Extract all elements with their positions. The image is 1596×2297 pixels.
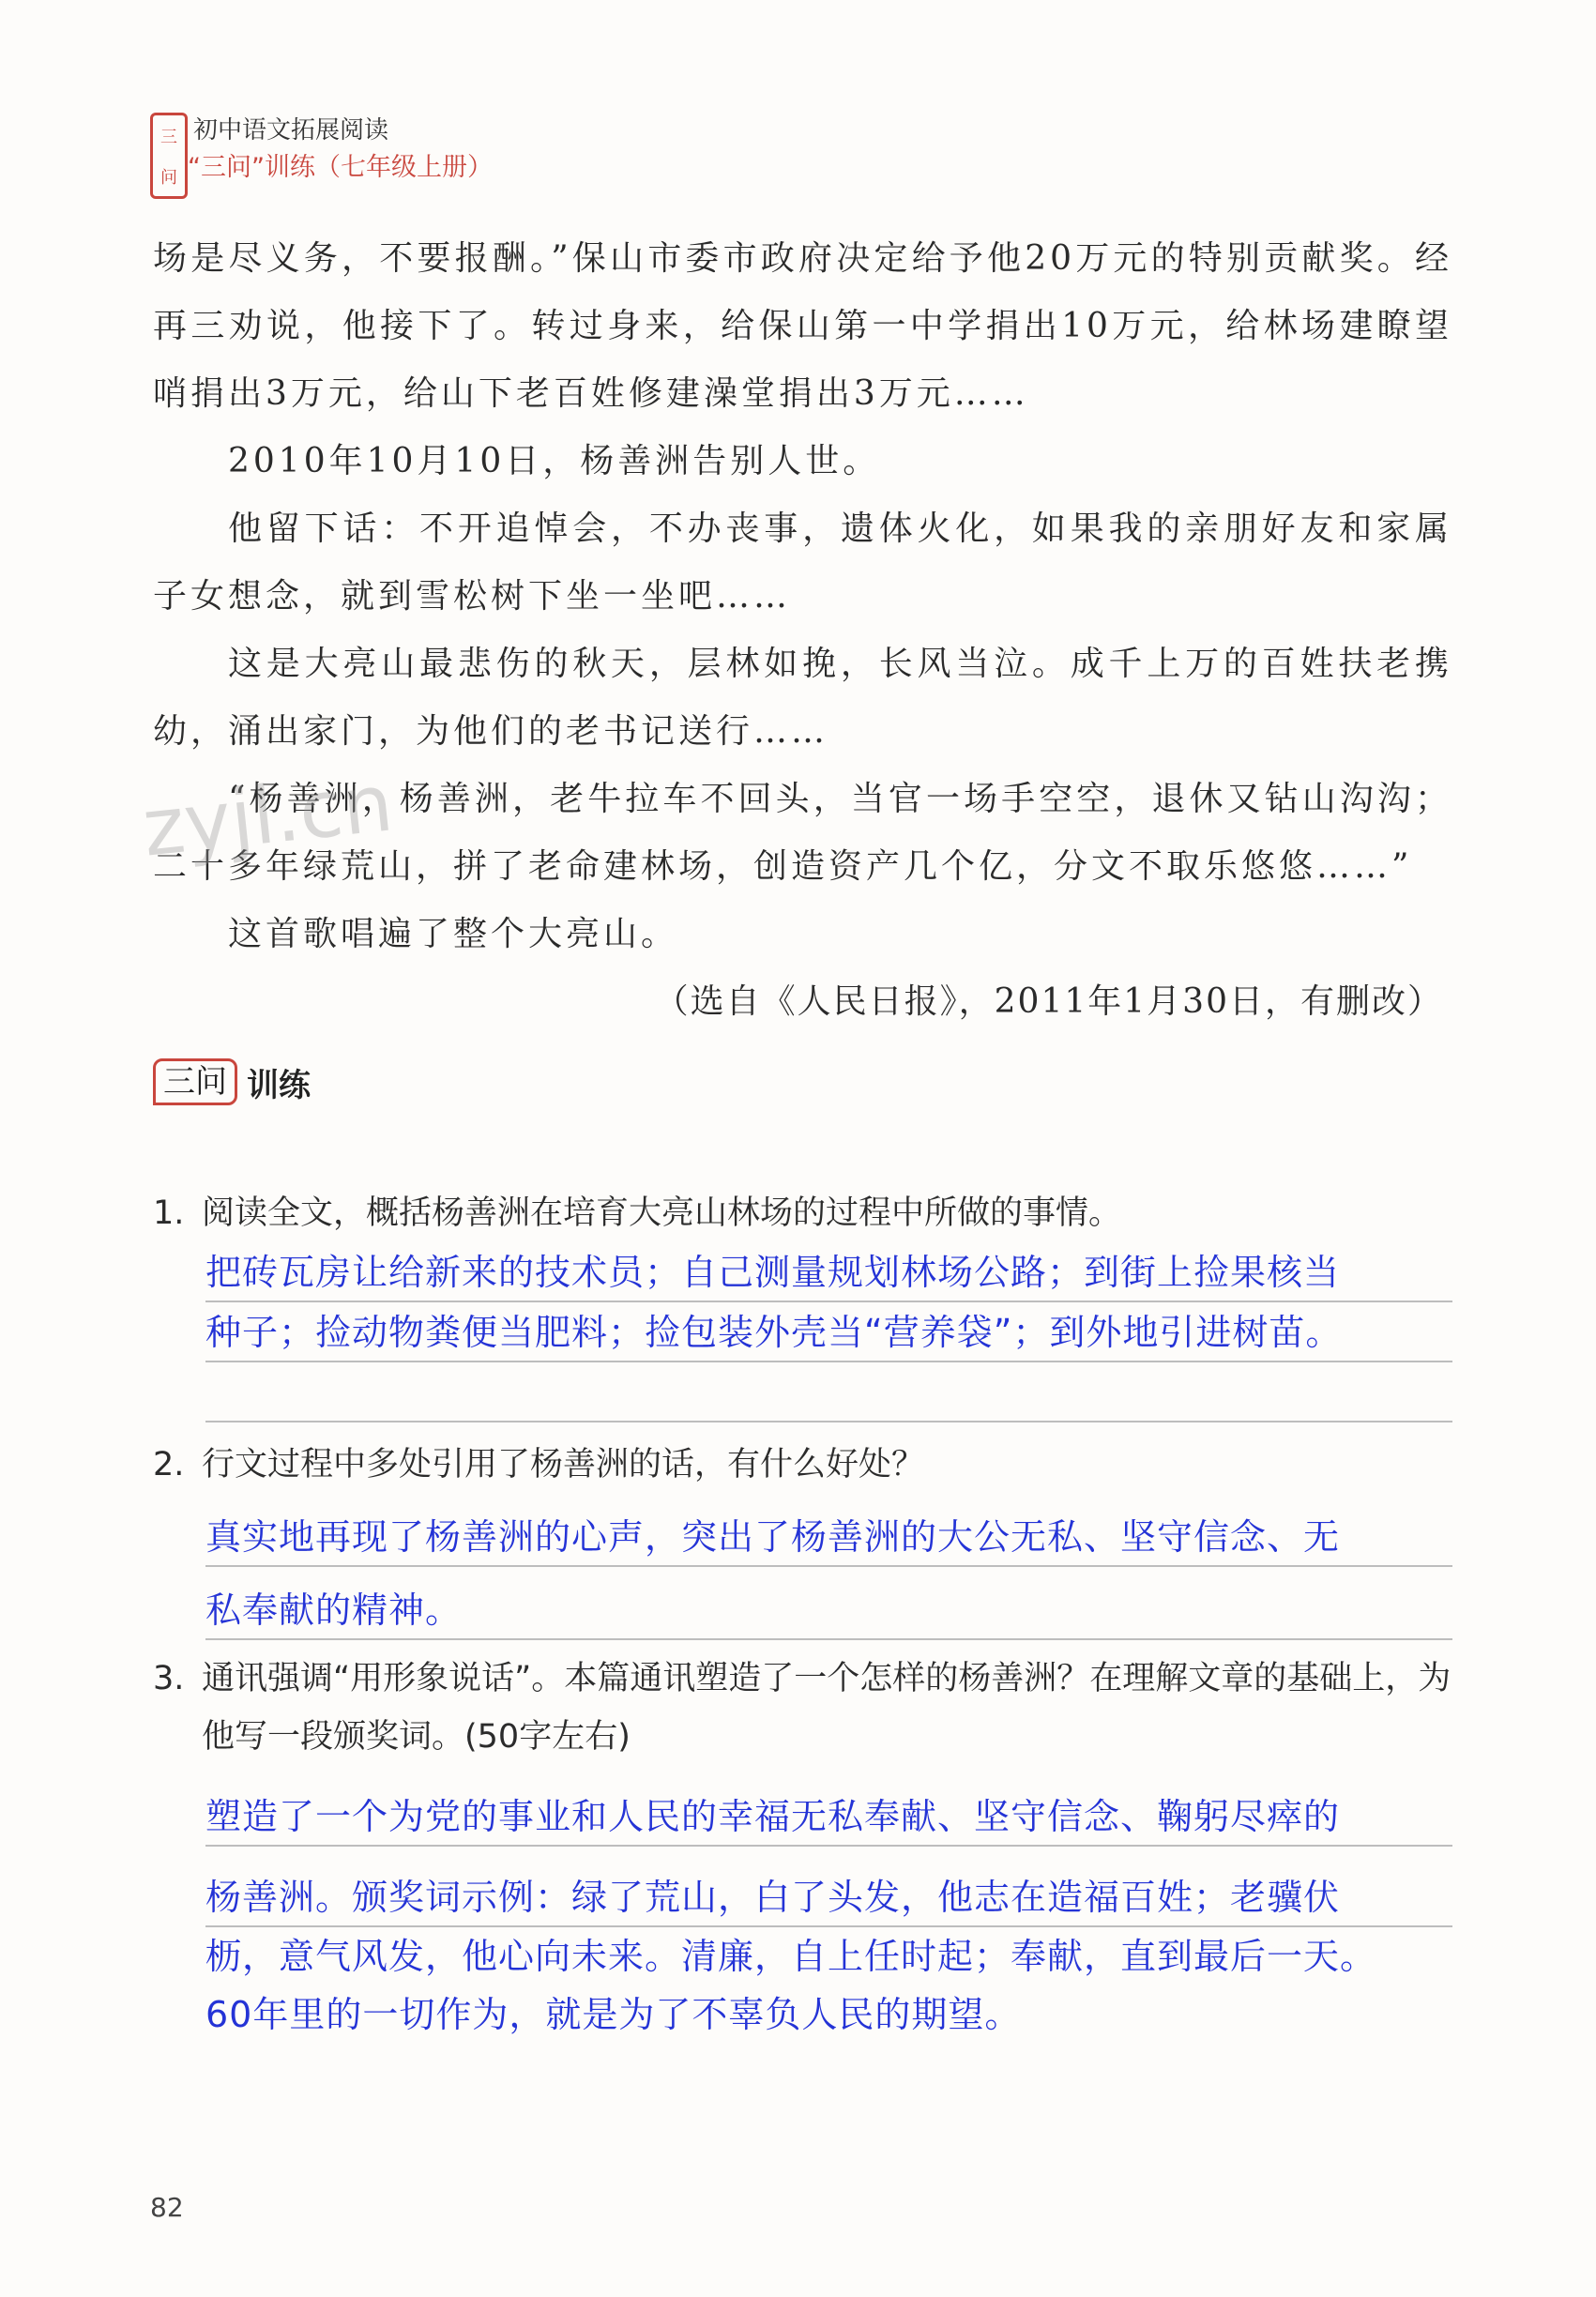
- book-title: 初中语文拓展阅读: [193, 116, 389, 145]
- seal-char-2: 问: [160, 167, 177, 188]
- answer-text: 杨善洲。颁奖词示例：绿了荒山，白了头发，他志在造福百姓；老骥伏: [205, 1877, 1341, 1918]
- article-paragraph: 这首歌唱遍了整个大亮山。: [228, 915, 679, 953]
- answer-text: 塑造了一个为党的事业和人民的幸福无私奉献、坚守信念、鞠躬尽瘁的: [205, 1796, 1341, 1837]
- answer-block: [205, 1766, 1452, 2044]
- seal-logo: [150, 113, 188, 199]
- answer-text: 把砖瓦房让给新来的技术员；自己测量规划林场公路；到街上捡果核当: [205, 1252, 1341, 1293]
- article-body: [153, 225, 1452, 1036]
- answer-line: [205, 1847, 1452, 1927]
- article-source: （选自《人民日报》，2011年1月30日，有删改）: [654, 982, 1443, 1021]
- article-paragraph: 2010年10月10日，杨善洲告别人世。: [228, 442, 881, 480]
- section-heading: [153, 1058, 311, 1105]
- article-paragraph: 他留下话：不开追悼会，不办丧事，遗体火化，如果我的亲朋好友和家属子女想念，就到雪松树下坐一坐吧……: [153, 510, 1452, 616]
- answer-line: [205, 1242, 1452, 1302]
- answer-block: [205, 1494, 1452, 1640]
- answer-block: [205, 1242, 1452, 1422]
- answer-text: 私奉献的精神。: [205, 1590, 463, 1631]
- question-2: [153, 1436, 1452, 1640]
- answer-text: 真实地再现了杨善洲的心声，突出了杨善洲的大公无私、坚守信念、无: [205, 1516, 1341, 1558]
- question-number: 1.: [153, 1194, 185, 1232]
- answer-line: [205, 1362, 1452, 1422]
- question-number: 3.: [153, 1660, 185, 1697]
- question-text: 阅读全文，概括杨善洲在培育大亮山林场的过程中所做的事情。: [202, 1194, 1122, 1232]
- answer-line: [205, 1302, 1452, 1362]
- article-paragraph: 场是尽义务，不要报酬。”保山市委市政府决定给予他20万元的特别贡献奖。经再三劝说，他接下了。转过身来，给保山第一中学捐出10万元，给林场建瞭望哨捐出3万元，给山下老百姓修建澡堂捐出3万元……: [153, 239, 1452, 413]
- answer-text: 60年里的一切作为，就是为了不辜负人民的期望。: [205, 1994, 1022, 2035]
- question-text: 通讯强调“用形象说话”。本篇通讯塑造了一个怎样的杨善洲？在理解文章的基础上，为他写一段颁奖词。(50字左右): [202, 1660, 1452, 1756]
- question-3: [153, 1650, 1452, 2044]
- answer-line: [205, 1567, 1452, 1640]
- article-paragraph: 这是大亮山最悲伤的秋天，层林如挽，长风当泣。成千上万的百姓扶老携幼，涌出家门，为他们的老书记送行……: [153, 645, 1452, 751]
- article-paragraph: “杨善洲，杨善洲，老牛拉车不回头，当官一场手空空，退休又钻山沟沟；二十多年绿荒山，拼了老命建林场，创造资产几个亿，分文不取乐悠悠……”: [153, 780, 1452, 886]
- question-1: [153, 1184, 1452, 1422]
- answer-line: [205, 1494, 1452, 1567]
- seal-char-1: 三: [160, 127, 177, 147]
- answer-text: 种子；捡动物粪便当肥料；捡包装外壳当“营养袋”；到外地引进树苗。: [205, 1312, 1343, 1353]
- book-subtitle: “三问”训练（七年级上册）: [188, 153, 493, 182]
- answer-text: 枥，意气风发，他心向未来。清廉，自上任时起；奉献，直到最后一天。: [205, 1936, 1377, 1977]
- answer-line: [205, 1766, 1452, 1847]
- question-text: 行文过程中多处引用了杨善洲的话，有什么好处？: [202, 1446, 925, 1483]
- question-list: [153, 1184, 1452, 2044]
- section-label: 训练: [247, 1066, 311, 1104]
- question-number: 2.: [153, 1446, 185, 1483]
- section-box: 三问: [153, 1058, 237, 1105]
- watermark: zyjl.cn: [138, 756, 398, 875]
- page-number: 82: [150, 2192, 184, 2223]
